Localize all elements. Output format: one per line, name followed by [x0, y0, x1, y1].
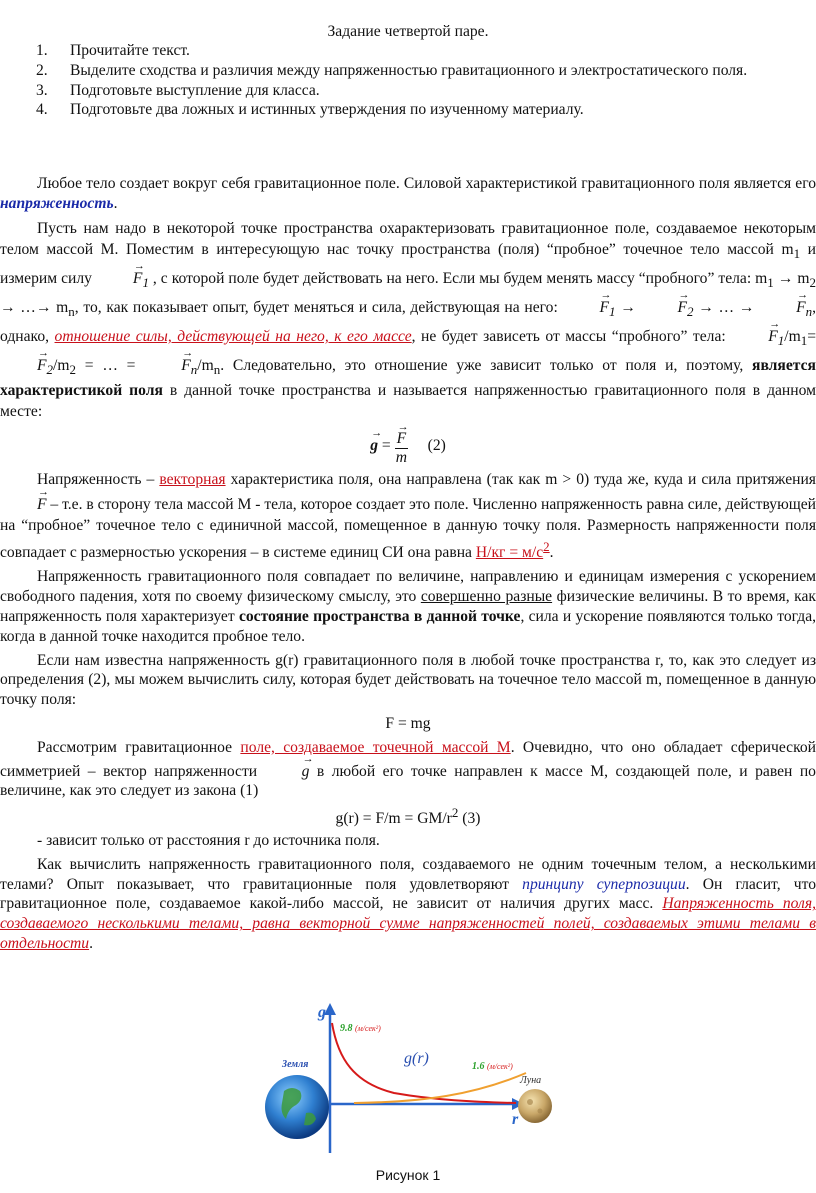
- highlight-unit: Н/кг = м/с: [475, 544, 544, 562]
- text-run: /m: [53, 357, 70, 375]
- paragraph-6: [0, 738, 816, 801]
- text-run: , с которой поле будет действовать на него. Если мы будем менять массу “пробного” тела: m: [148, 269, 768, 287]
- text-run: Любое тело создает вокруг себя гравитационное поле. Силовой характеристикой гравитационного поля является его: [37, 175, 816, 192]
- body-text: [0, 174, 816, 954]
- text-run: .: [113, 194, 118, 212]
- moon-value: [472, 1061, 513, 1072]
- subscript: n: [213, 362, 221, 378]
- text-run: , однако,: [0, 298, 816, 345]
- formula-3: [0, 801, 816, 831]
- task-item: [36, 41, 796, 61]
- text-run: → …→ m: [0, 298, 69, 316]
- numerator: [395, 426, 409, 449]
- force-vector-f2: [641, 293, 694, 322]
- equals-sign: =: [381, 437, 391, 455]
- force-vector-f2: [0, 351, 53, 380]
- value-number: 9.8: [340, 1023, 353, 1034]
- task-number: 3.: [36, 81, 48, 99]
- text-run: – т.е. в сторону тела массой М - тела, которое создает это поле. Численно напряженность равна силе, действующей на “пробное” точечное тело с единичной массой, помещенное в данную точку поля. Размерность напряженности поля совпадает с размерностью ускорения – в системе единиц СИ она равна: [0, 496, 816, 562]
- text-run: .: [549, 544, 554, 562]
- text-run: Рассмотрим гравитационное: [37, 738, 241, 756]
- earth-label: Земля: [282, 1059, 309, 1070]
- paragraph-7: - зависит только от расстояния r до источника поля.: [37, 832, 380, 850]
- task-number: 4.: [36, 101, 48, 119]
- text-run: Как вычислить напряженность гравитационного поля, создаваемого не одним точечным телом, а несколькими телами? Опыт показывает, что гравитационные поля удовлетворяют: [0, 855, 816, 893]
- superscript: 2: [543, 539, 550, 555]
- moon-image: [518, 1089, 552, 1123]
- task-text: Выделите сходства и различия между напряженностью гравитационного и электростатического поля.: [70, 61, 748, 79]
- formula-f-mg: F = mg: [385, 714, 431, 732]
- text-run: Пусть нам надо в некоторой точке пространства охарактеризовать гравитационное поле, создаваемое некоторым телом массой М. Поместим в интересующую нас точку пространства (поля) “пробное” точечное тело массой m: [0, 219, 816, 258]
- text-run: = … =: [76, 357, 145, 375]
- task-list: [36, 41, 796, 120]
- subscript: 1: [142, 274, 149, 290]
- text-run: → m: [773, 269, 810, 287]
- highlight-point-mass: поле, создаваемое точечной массой М: [240, 738, 511, 756]
- gravity-field-figure: [254, 1003, 564, 1163]
- paragraph-2: Пусть нам надо в некоторой точке пространства охарактеризовать гравитационное поле, создаваемое некоторым телом массой М. Поместим в интересующую нас точку пространства (поля) “пробное” точечное тело массой $m_1$ и измерим силу → $F_1$ , с которой поле будет действовать на него. Если мы будем менять массу “пробного” тела: $m_1 \to m_2$ → …→ $m_n$, то, как показывает опыт, будет меняться и сила, действующая на него: → $F_1$ → → $F_2$ → … → → $F_n$, однако, отношение силы, действующей на него, к его массе, не будет зависеть от массы “пробного” тела: → $F_1/m_1= \to F_2/m_2$ = … = → $F_n/m_n$. Следовательно, это отношение уже зависит только от поля и, поэтому, является характеристикой поля в данной точке пространства и называется напряженностью гравитационного поля в данном месте:: [0, 218, 816, 423]
- symbol: g: [370, 437, 378, 455]
- vector-g: [265, 758, 310, 782]
- subscript: 2: [687, 303, 694, 319]
- x-axis-label: r: [512, 1111, 519, 1128]
- symbol: F: [768, 327, 778, 345]
- text-run: /m: [197, 357, 214, 375]
- symbol: g: [301, 762, 310, 780]
- subscript: 1: [777, 333, 785, 349]
- symbol: F: [132, 269, 143, 287]
- text-run: . Очевидно, что оно обладает сферической симметрией – вектор напряженности: [0, 738, 816, 780]
- task-number: 2.: [36, 61, 48, 79]
- value-unit: (м/сек²): [487, 1062, 513, 1071]
- text-run: , не будет зависеть от массы “пробного” тела:: [411, 327, 732, 345]
- symbol: F: [181, 357, 191, 375]
- page-title: Задание четвертой паре.: [327, 23, 489, 40]
- text-run: Напряженность –: [37, 471, 160, 489]
- text-run: физические величины. В то время, как напряженность поля характеризует: [0, 588, 816, 625]
- earth-value: [340, 1023, 381, 1034]
- bold-phrase: состояние пространства в данной точке: [238, 607, 521, 625]
- text-run: .: [89, 935, 93, 953]
- task-text: Прочитайте текст.: [70, 42, 190, 59]
- subscript: 1: [767, 274, 774, 290]
- text-run: (3): [458, 810, 481, 828]
- moon-crater: [538, 1109, 543, 1114]
- superscript: 2: [451, 805, 459, 821]
- symbol: F: [796, 298, 806, 316]
- task-text: Подготовьте выступление для класса.: [70, 81, 320, 99]
- symbol: F: [37, 357, 47, 375]
- bold-phrase: является характеристикой поля: [0, 357, 816, 400]
- force-vector-fn: [144, 351, 197, 380]
- force-vector-f1: [96, 264, 149, 293]
- earth-image: [265, 1075, 329, 1139]
- paragraph-3: [0, 469, 816, 563]
- fraction: [395, 426, 409, 467]
- task-number: 1.: [36, 42, 48, 59]
- highlight-superposition-rule: Напряженность поля, создаваемого несколькими телами, равна векторной сумме напряженностей полей, создаваемых этими телами в отдельности: [0, 895, 816, 953]
- subscript: 2: [809, 274, 816, 290]
- term-superposition: принципу суперпозиции: [522, 875, 686, 893]
- paragraph-5: Если нам известна напряженность g(r) гравитационного поля в любой точке пространства r, то, как это следует из определения (2), мы можем вычислить силу, которая будет действовать на точечное тело массой m, помещенное в данную точку поля:: [0, 651, 816, 709]
- text-run: Напряженность гравитационного поля совпадает по величине, направлению и единицам измерения с ускорением свободного падения, хотя по своему физическому смыслу, это: [0, 568, 816, 606]
- vector-g: [370, 432, 378, 456]
- text-run: g(r) = F/m = GM/r: [335, 810, 452, 828]
- task-item: [36, 61, 796, 81]
- text-run: , то, как показывает опыт, будет меняться и сила, действующая на него:: [74, 298, 563, 316]
- subscript: 1: [793, 245, 801, 261]
- subscript: 2: [69, 362, 76, 378]
- paragraph-8: [0, 855, 816, 954]
- text-run: в данной точке пространства и называется напряженностью гравитационного поля в данном месте:: [0, 382, 816, 421]
- figure-caption: Рисунок 1: [375, 1167, 441, 1183]
- vector-f: [397, 426, 407, 448]
- paragraph-1: [0, 174, 816, 214]
- value-number: 1.6: [472, 1061, 485, 1072]
- symbol: F: [677, 298, 688, 316]
- text-run: → … →: [693, 298, 760, 316]
- denominator: m: [395, 449, 407, 467]
- subscript: 2: [46, 362, 54, 378]
- text-run: . Он гласит, что гравитационное поле, создаваемое какой-либо массой, не зависит от наличия других масс.: [0, 875, 816, 913]
- task-item: [36, 81, 796, 101]
- text-run: , сила и ускорение появляются только тогда, когда в данной точке находится пробное тело.: [0, 607, 816, 645]
- force-vector-f: [0, 490, 47, 515]
- symbol: F: [599, 298, 610, 316]
- paragraph-4: [0, 567, 816, 646]
- subscript: 1: [609, 303, 616, 319]
- underlined-phrase: совершенно разные: [420, 588, 553, 606]
- force-vector-f1: [562, 293, 615, 322]
- subscript: n: [805, 303, 813, 319]
- text-run: =: [807, 327, 816, 345]
- subscript: 1: [800, 333, 808, 349]
- text-run: . Следовательно, это отношение уже зависит только от поля и, поэтому,: [220, 357, 753, 375]
- y-axis-label: g: [318, 1004, 326, 1021]
- force-vector-f1: [731, 322, 784, 351]
- text-run: /m: [784, 327, 801, 345]
- curve-label: g(r): [404, 1050, 429, 1067]
- highlight-ratio: отношение силы, действующей на него, к его массе: [54, 327, 412, 345]
- moon-label: Луна: [520, 1075, 542, 1086]
- value-unit: (м/сек²): [355, 1024, 381, 1033]
- text-run: характеристика поля, она направлена (так как m > 0) туда же, куда и сила притяжения: [225, 471, 816, 489]
- moon-crater: [527, 1099, 533, 1105]
- subscript: n: [190, 362, 198, 378]
- text-run: и измерим силу: [0, 240, 816, 287]
- subscript: n: [68, 303, 75, 319]
- term-intensity: напряженность: [0, 194, 114, 212]
- formula-2: [0, 422, 816, 469]
- task-item: [36, 100, 796, 120]
- symbol: F: [37, 496, 47, 514]
- symbol: F: [396, 430, 407, 448]
- highlight-vector: векторная: [159, 471, 226, 489]
- task-text: Подготовьте два ложных и истинных утверждения по изученному материалу.: [70, 101, 584, 119]
- equation-number: (2): [427, 437, 446, 455]
- text-run: в любой его точке направлен к массе М, создающей поле, и равен по величине, как это следует из закона (1): [0, 762, 816, 800]
